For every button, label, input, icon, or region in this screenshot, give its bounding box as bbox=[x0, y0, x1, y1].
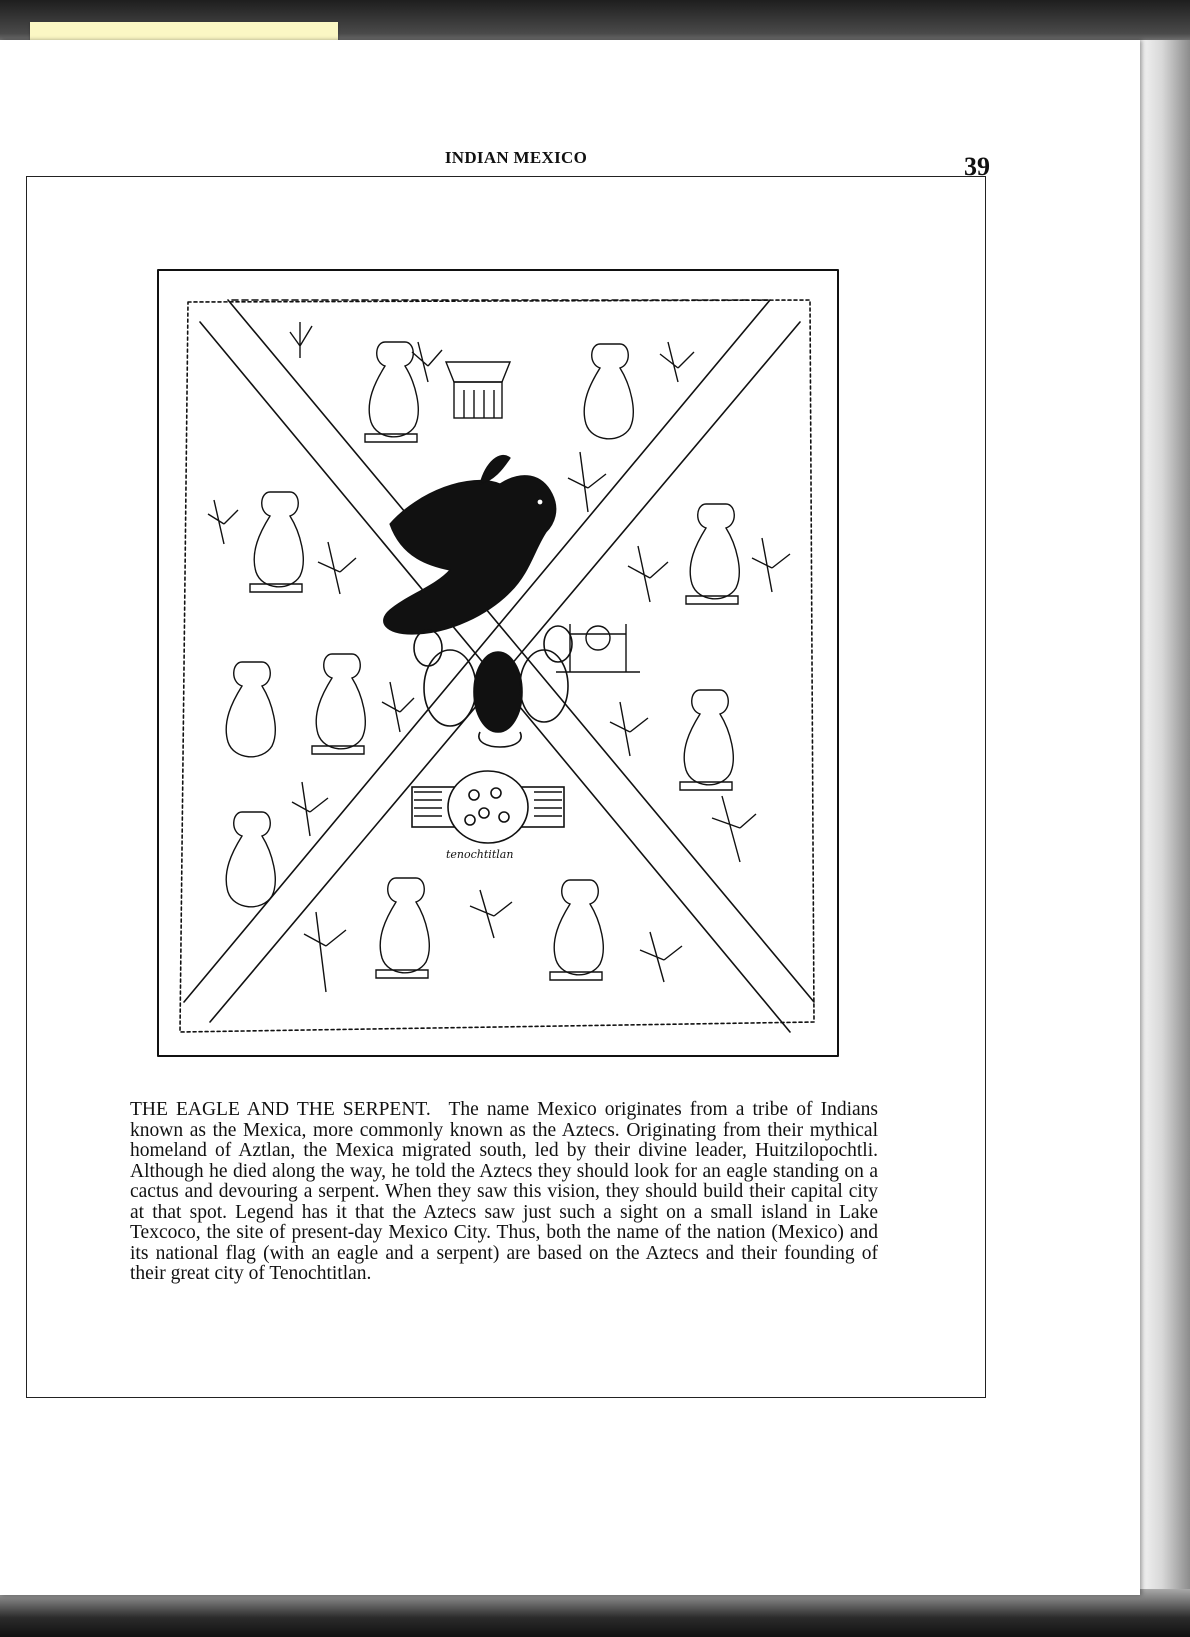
caption-heading: THE EAGLE AND THE SERPENT. bbox=[130, 1099, 431, 1120]
running-head: INDIAN MEXICO bbox=[444, 148, 588, 167]
seated-figure bbox=[584, 344, 633, 439]
seated-figure bbox=[226, 662, 275, 757]
place-label: tenochtitlan bbox=[446, 848, 514, 861]
water-rock-glyph bbox=[412, 771, 564, 843]
temple-icon bbox=[446, 362, 510, 418]
cactus-icon bbox=[414, 626, 572, 747]
seated-figure bbox=[365, 342, 418, 442]
seated-figure bbox=[550, 880, 603, 980]
seated-figure bbox=[226, 812, 275, 907]
caption-body: The name Mexico originates from a tribe of Indians known as the Mexica, more commonly known as the Aztecs. Originating from their mythical homeland of Aztlan, the Mexica migrated south, led by their divine leader, Huitzilopochtli. Although he died along the way, he told the Aztecs they should look for an eagle standing on a cactus and devouring a serpent. When they saw this vision, they should build their capital city at that spot. Legend has it that the Aztecs saw just such a sight on a small island in Lake Texcoco, the site of present-day Mexico City. Thus, both the name of the nation (Mexico) and its national flag (with an eagle and a serpent) are based on the Aztecs and their founding of their great city of Tenochtitlan. bbox=[130, 1099, 879, 1284]
codex-illustration bbox=[150, 262, 854, 1072]
scan-border-bottom bbox=[0, 1589, 1190, 1637]
figure-caption bbox=[130, 1100, 878, 1285]
eagle-icon bbox=[384, 456, 556, 634]
seated-figure bbox=[312, 654, 365, 754]
seated-figure bbox=[680, 690, 733, 790]
seated-figure bbox=[376, 878, 429, 978]
seated-figure bbox=[250, 492, 303, 592]
seated-figure bbox=[686, 504, 739, 604]
page-number: 39 bbox=[964, 152, 990, 181]
